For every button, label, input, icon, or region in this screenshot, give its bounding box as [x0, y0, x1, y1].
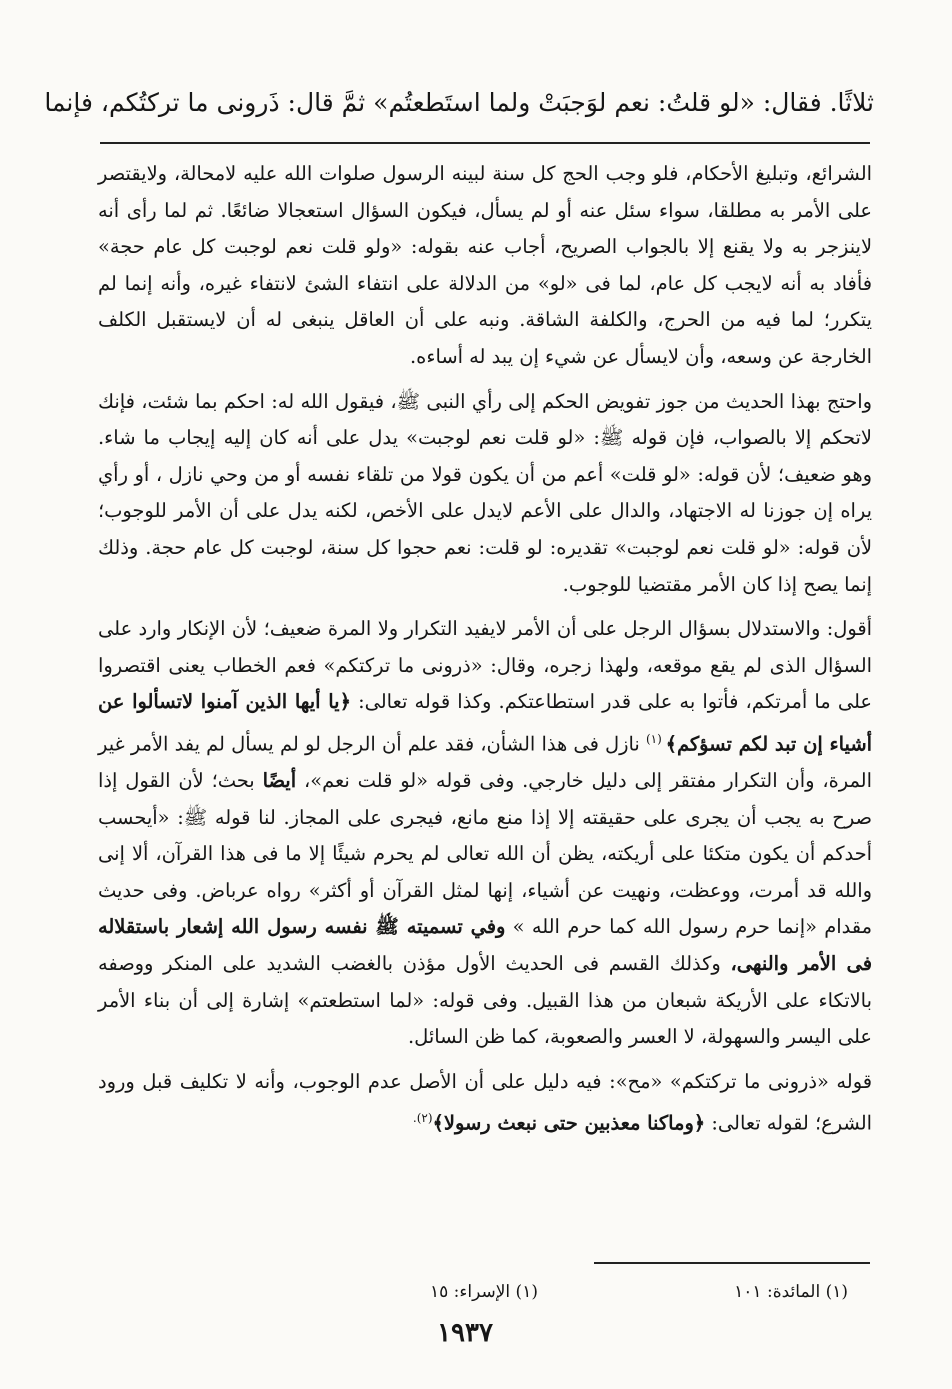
text-segment: واحتج بهذا الحديث من جوز تفويض الحكم إلى رأي النبى ﷺ، فيقول الله له: احكم بما شئت، فإنك لاتحكم إلا بالصواب، فإن قوله ﷺ: «لو قلت نعم لوجبت» يدل على أنه كان إليه إيجاب ما شاء. وهو ضعيف؛ لأن قوله: «لو قلت» أعم من أن يكون قولا من تلقاء نفسه أو من وحي نازل ، أو رأي يراه إن جوزنا له الاجتهاد، والدال على الأعم لايدل على الأخص، لكنه يدل على أن الأمر للوجوب؛ لأن قوله: «لو قلت نعم لوجبت» تقديره: لو قلت: نعم حجوا كل سنة، لوجبت كل عام حجة. وذلك إنما يصح إذا كان الأمر مقتضيا للوجوب.	[98, 389, 872, 596]
header-line: ثلاثًا. فقال: «لو قلتُ: نعم لوَجبَتْ ولما استَطعتُم» ثمَّ قال: ذَرونى ما تركتُكم، فإنما	[44, 88, 874, 117]
text-segment: قوله «ذرونى ما تركتكم» «مح»: فيه دليل على أن الأصل عدم الوجوب، وأنه لا تكليف قبل ورود الشرع؛ لقوله تعالى:	[98, 1069, 872, 1135]
emphasized-text: وفي تسميته ﷺ نفسه رسول الله إشعار باستقلاله فى الأمر والنهى،	[98, 915, 872, 975]
text-segment: الشرائع، وتبليغ الأحكام، فلو وجب الحج كل سنة لبينه الرسول صلوات الله عليه لامحالة، ولايقتصر على الأمر به مطلقا، سواء سئل عنه أو لم يسأل، فيكون السؤال استعجالا ضائعًا. ثم لما رأى أنه لاينزجر به ولا يقنع إلا بالجواب الصريح، أجاب عنه بقوله: «ولو قلت نعم لوجبت كل عام حجة» فأفاد به أنه لايجب كل عام، لما فى «لو» من الدلالة على انتفاء الشئ لانتفاء غيره، وأنه إنما لم يتكرر؛ لما فيه من الحرج، والكلفة الشاقة. ونبه على أن العاقل ينبغى له أن لايستقبل الكلف الخارجة عن وسعه، وأن لايسأل عن شيء إن يبد له أساءه.	[98, 162, 872, 368]
text-segment: نازل فى هذا الشأن، فقد علم أن الرجل لو لم يسأل لم يفد الأمر غير المرة، وأن التكرار مفتقر إلى دليل خارجي. وفى قوله «لو قلت نعم»،	[98, 732, 872, 792]
footnote-marker: (٢).	[412, 1111, 433, 1126]
emphasized-text: ﴿وماكنا معذبين حتى نبعث رسولا﴾	[432, 1111, 706, 1135]
header-rule	[100, 142, 870, 144]
footnote-1: (١) المائدة: ١٠١	[734, 1282, 848, 1302]
paragraph-1	[98, 156, 872, 376]
text-segment: وكذلك القسم فى الحديث الأول مؤذن بالغضب الشديد على المنكر ووصفه بالاتكاء على الأريكة شبعان من هذا القبيل. وفى قوله: «لما استطعتم» إشارة إلى أن بناء الأمر على اليسر والسهولة، لا العسر والصعوبة، كما ظن السائل.	[98, 951, 872, 1049]
page-number: ١٩٣٧	[437, 1318, 493, 1348]
body-text	[98, 156, 872, 1150]
paragraph-2	[98, 384, 872, 604]
footnote-rule	[594, 1262, 870, 1264]
footnote-marker: (١)	[645, 731, 666, 746]
paragraph-4	[98, 1064, 872, 1143]
text-segment: بحث؛ لأن القول إذا صرح به يجب أن يجرى على حقيقته إلا إذا منع مانع، فيجرى على المجاز. لنا قوله ﷺ: «أيحسب أحدكم أن يكون متكئا على أريكته، يظن أن الله تعالى لم يحرم شيئًا إلا ما فى هذا القرآن، ألا إنى والله قد أمرت، ووعظت، ونهيت عن أشياء، إنها لمثل القرآن أو أكثر» رواه عرباض. وفى حديث مقدام «إنما حرم رسول الله كما حرم الله »	[98, 768, 872, 939]
footnotes	[430, 1278, 848, 1312]
emphasized-text: أيضًا	[262, 768, 297, 792]
emphasized-text: ﴿يا أيها الذين آمنوا لاتسألوا عن أشياء إن تبد لكم تسؤكم﴾	[98, 690, 872, 756]
text-segment: أقول: والاستدلال بسؤال الرجل على أن الأمر لايفيد التكرار ولا المرة ضعيف؛ لأن الإنكار وارد على السؤال الذى لم يقع موقعه، ولهذا زجره، وقال: «ذرونى ما تركتكم» فعم الخطاب يعنى اقتصروا على ما أمرتكم، فأتوا به على قدر استطاعتكم. وكذا قوله تعالى:	[98, 617, 872, 714]
footnote-2: (١) الإسراء: ١٥	[430, 1282, 538, 1302]
paragraph-3	[98, 611, 872, 1056]
